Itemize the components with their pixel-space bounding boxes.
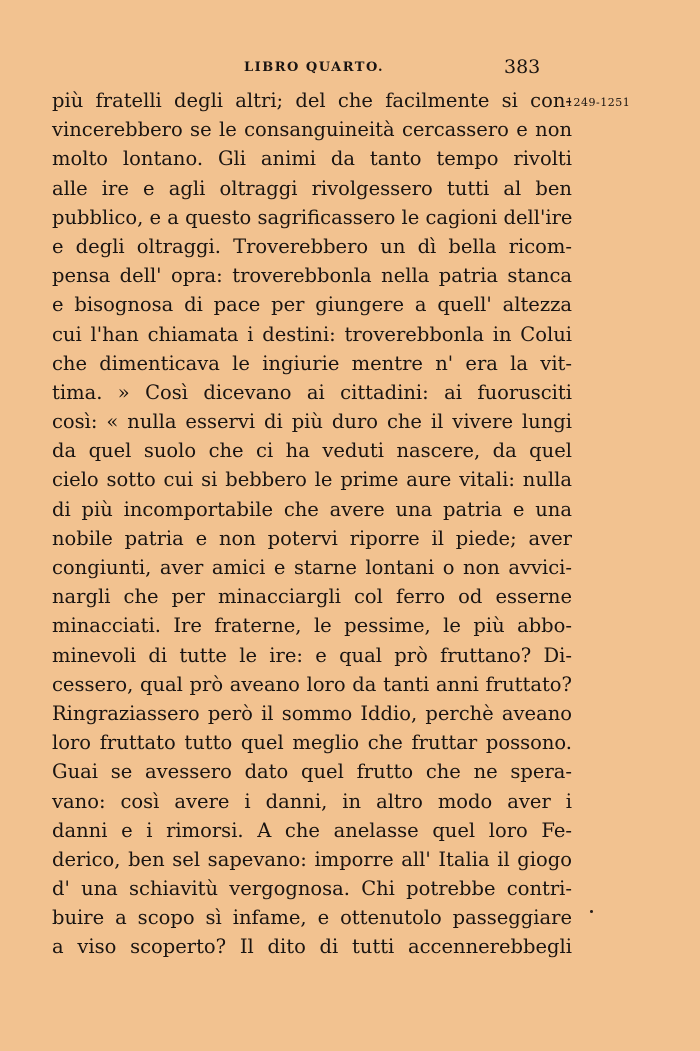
page-number: 383 — [504, 56, 541, 78]
text-line: minacciati. Ire fraterne, le pessime, le più abbo- — [52, 614, 572, 638]
text-line: cielo sotto cui si bebbero le prime aure vitali: nulla — [52, 468, 572, 492]
text-line: cessero, qual prò aveano loro da tanti anni fruttato? — [52, 672, 572, 696]
text-line: minevoli di tutte le ire: e qual prò fruttano? Di- — [52, 643, 572, 667]
text-line: Ringraziassero però il sommo Iddio, perchè aveano — [52, 701, 572, 725]
text-line: molto lontano. Gli animi da tanto tempo rivolti — [52, 147, 572, 171]
margin-date-note: 1249-1251 — [566, 96, 631, 109]
text-line: così: « nulla esservi di più duro che il vivere lungi — [52, 410, 572, 434]
text-line: congiunti, aver amici e starne lontani o non avvici- — [52, 556, 572, 579]
body-text — [52, 86, 572, 962]
text-line: che dimenticava le ingiurie mentre n' era la vit- — [52, 351, 572, 375]
text-line: buire a scopo sì infame, e ottenutolo passeggiare — [52, 906, 572, 930]
text-line: tima. » Così dicevano ai cittadini: ai fuorusciti — [52, 380, 572, 404]
text-line: a viso scoperto? Il dito di tutti accennerebbegli — [52, 935, 572, 959]
text-line: alle ire e agli oltraggi rivolgessero tutti al ben — [52, 176, 572, 200]
margin-dot — [590, 910, 593, 913]
text-line: pensa dell' opra: troverebbonla nella patria stanca — [52, 264, 572, 288]
running-head: LIBRO QUARTO. — [244, 60, 385, 75]
text-line: pubblico, e a questo sagrificassero le cagioni dell'ire — [52, 205, 573, 229]
text-line: derico, ben sel sapevano: imporre all' Italia il giogo — [52, 847, 572, 871]
text-line: vano: così avere i danni, in altro modo aver i — [52, 789, 572, 813]
text-line: nobile patria e non potervi riporre il piede; aver — [52, 526, 572, 550]
text-line: vincerebbero se le consanguineità cercassero e non — [52, 118, 572, 142]
text-line: di più incomportabile che avere una patria e una — [52, 497, 572, 521]
text-line: da quel suolo che ci ha veduti nascere, da quel — [52, 439, 572, 463]
text-line: e degli oltraggi. Troverebbero un dì bella ricom- — [52, 234, 572, 258]
text-line: cui l'han chiamata i destini: troverebbonla in Colui — [52, 322, 572, 346]
text-line: e bisognosa di pace per giungere a quell' altezza — [52, 293, 572, 317]
text-line: d' una schiavitù vergognosa. Chi potrebbe contri- — [52, 877, 572, 901]
text-line: Guai se avessero dato quel frutto che ne spera- — [52, 760, 572, 784]
text-line: danni e i rimorsi. A che anelasse quel loro Fe- — [52, 818, 572, 842]
text-line: nargli che per minacciargli col ferro od esserne — [52, 585, 572, 609]
text-line: loro fruttato tutto quel meglio che fruttar possono. — [52, 731, 572, 755]
text-line: più fratelli degli altri; del che facilmente si con- — [52, 89, 572, 112]
